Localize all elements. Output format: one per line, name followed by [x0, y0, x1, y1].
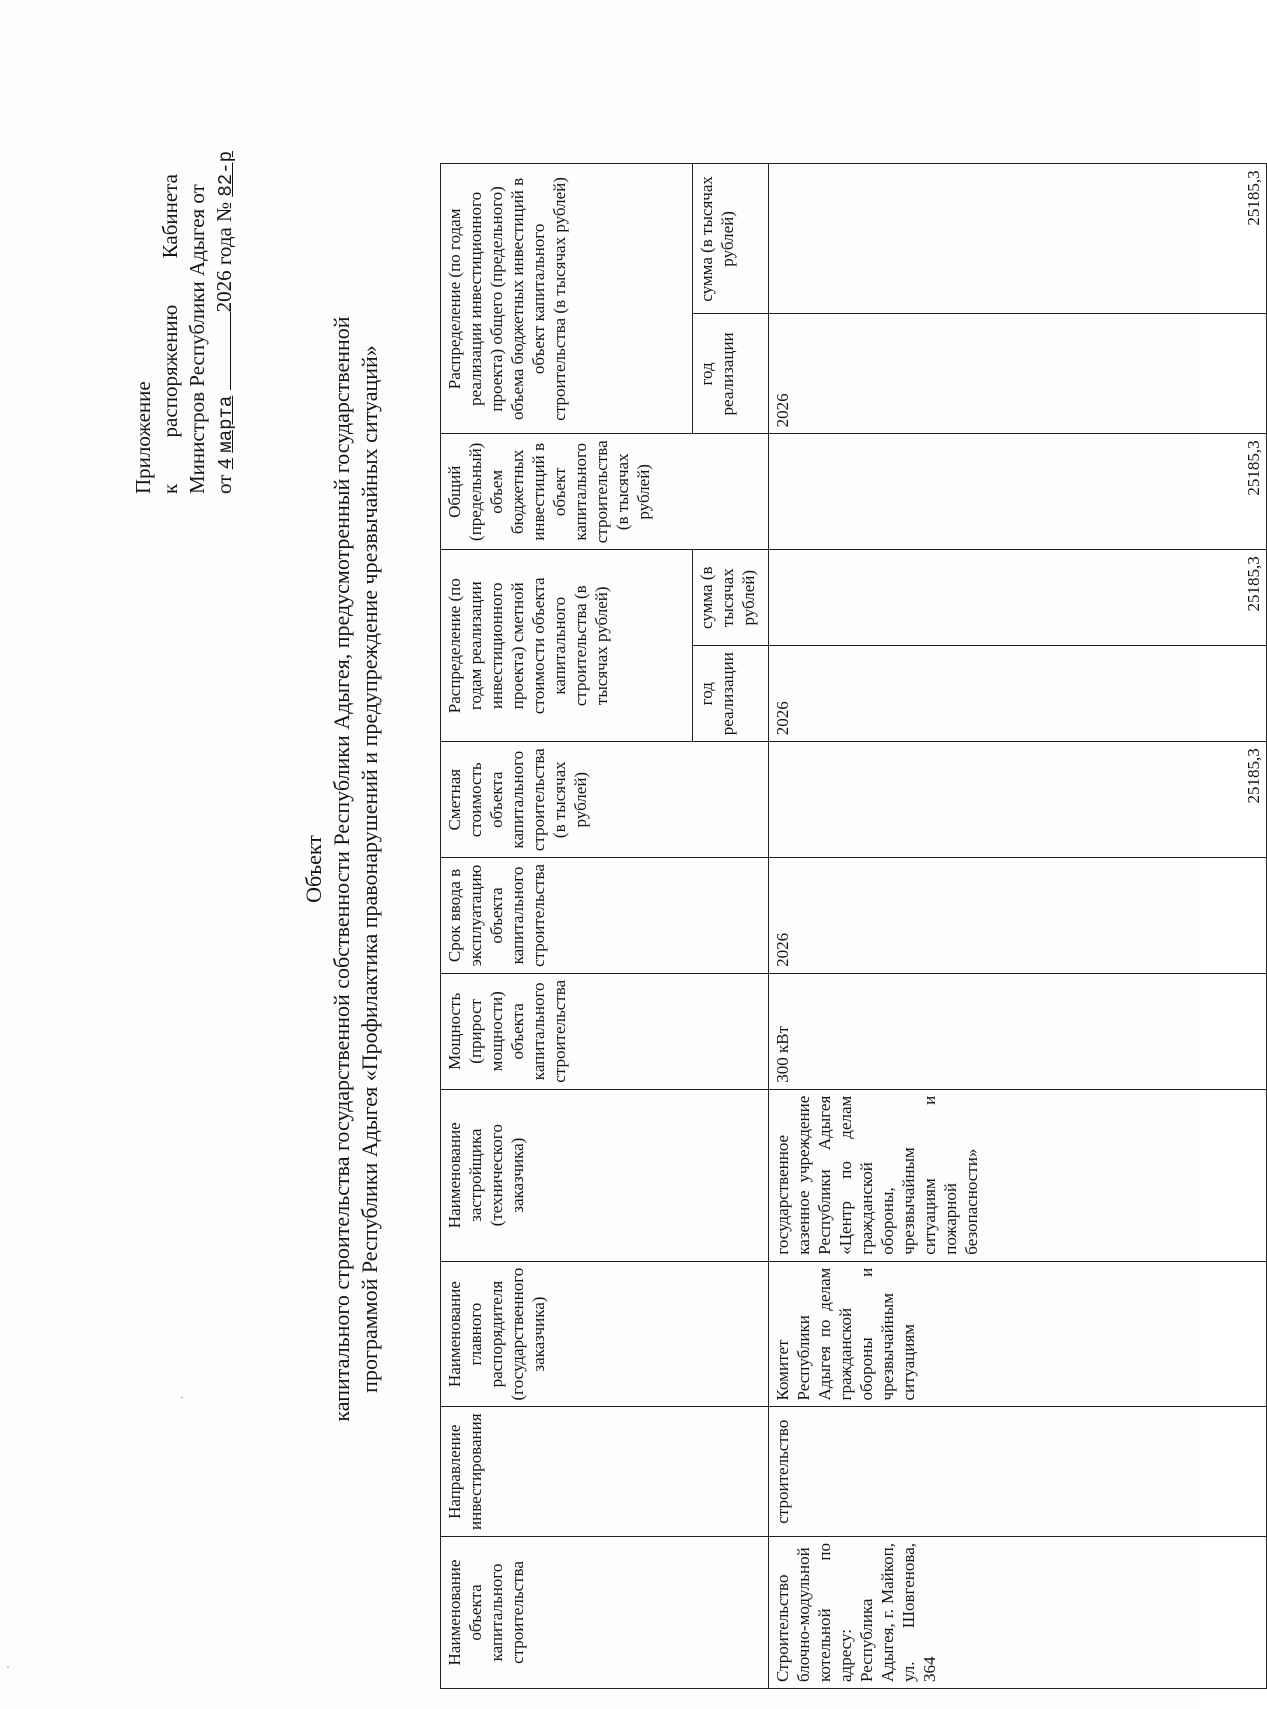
cell-manager: Комитет Республики Адыгея по делам гражданской обороны и чрезвычайным ситуациям	[769, 1261, 1267, 1407]
appendix-from: от	[212, 474, 236, 494]
cell-cost-year: 2026	[769, 646, 1267, 742]
title-object: Объект	[301, 835, 326, 903]
cell-cost-sum: 25185,3	[769, 550, 1267, 646]
appendix-word-cabinet: Кабинета	[158, 174, 182, 259]
subheader-budget-sum: сумма (в тысячах рублей)	[693, 164, 769, 314]
scan-speck: ·	[6, 1660, 10, 1674]
cell-capacity: 300 кВт	[769, 973, 1267, 1089]
document-title	[300, 149, 384, 1589]
cell-developer: государственное казенное учреждение Республики Адыгея «Центр по делам гражданской обороны, чрезвычайным ситуациям и пожарной безопасности»	[769, 1089, 1267, 1261]
header-capacity: Мощность (прирост мощности) объекта капитального строительства	[441, 973, 769, 1089]
cell-budget-year: 2026	[769, 314, 1267, 434]
header-object-name: Наименование объекта капитального строительства	[441, 1537, 769, 1689]
header-budget-distribution: Распределение (по годам реализации инвестиционного проекта) общего (предельного) объема бюджетных инвестиций в объект капитального строительства (в тысячах рублей)	[441, 164, 693, 434]
appendix-line-1	[130, 174, 157, 494]
cell-cost: 25185,3	[769, 742, 1267, 858]
appendix-ministers: Министров Республики Адыгея от	[185, 184, 209, 494]
subheader-cost-sum: сумма (в тысячах рублей)	[693, 550, 769, 646]
subheader-budget-year: год реализации	[693, 314, 769, 434]
cell-total-budget: 25185,3	[769, 434, 1267, 550]
subheader-cost-year: год реализации	[693, 646, 769, 742]
cell-direction: строительство	[769, 1407, 1267, 1537]
appendix-word-order: распоряжению	[158, 304, 182, 438]
title-line-2: капитального строительства государственной собственности Республики Адыгея, предусмотренный государственной	[329, 316, 354, 1422]
appendix-line-2	[157, 174, 184, 494]
appendix-blank-line	[214, 312, 231, 390]
appendix-block	[130, 151, 240, 494]
header-cost: Сметная стоимость объекта капитального строительства (в тысячах рублей)	[441, 742, 769, 858]
header-developer: Наименование застройщика (технического заказчика)	[441, 1089, 769, 1261]
table-header-row	[441, 164, 693, 1689]
appendix-month: марта	[215, 395, 237, 453]
appendix-day: 4	[215, 457, 237, 470]
appendix-line-3	[184, 174, 211, 494]
header-cost-distribution: Распределение (по годам реализации инвестиционного проекта) сметной стоимости объекта капитального строительства (в тысячах рублей)	[441, 550, 693, 742]
appendix-year: 2026 года №	[212, 201, 236, 313]
appendix-title: Приложение	[131, 381, 155, 494]
table-row	[769, 164, 1267, 1689]
appendix-number: 82-р	[215, 151, 237, 197]
investment-table	[440, 163, 1267, 1689]
header-deadline: Срок ввода в эксплуатацию объекта капитального строительства	[441, 858, 769, 974]
header-direction: Направление инвестирования	[441, 1407, 769, 1537]
scan-speck: ·	[180, 1390, 184, 1404]
cell-deadline: 2026	[769, 858, 1267, 974]
appendix-date	[211, 312, 240, 494]
cell-budget-sum: 25185,3	[769, 164, 1267, 314]
appendix-word-to: к	[158, 483, 182, 494]
header-total-budget: Общий (предельный) объем бюджетных инвестиций в объект капитального строительства (в тысячах рублей)	[441, 434, 769, 550]
appendix-number-group	[211, 151, 240, 312]
title-line-3: программой Республики Адыгея «Профилактика правонарушений и предупреждение чрезвычайных ситуаций»	[357, 345, 382, 1393]
cell-object-name: Строительство блочно-модульной котельной по адресу: Республика Адыгея, г. Майкоп, ул. Шовгенова, 364	[769, 1537, 1267, 1689]
appendix-line-4	[211, 151, 240, 494]
header-manager: Наименование главного распорядителя (государственного заказчика)	[441, 1261, 769, 1407]
